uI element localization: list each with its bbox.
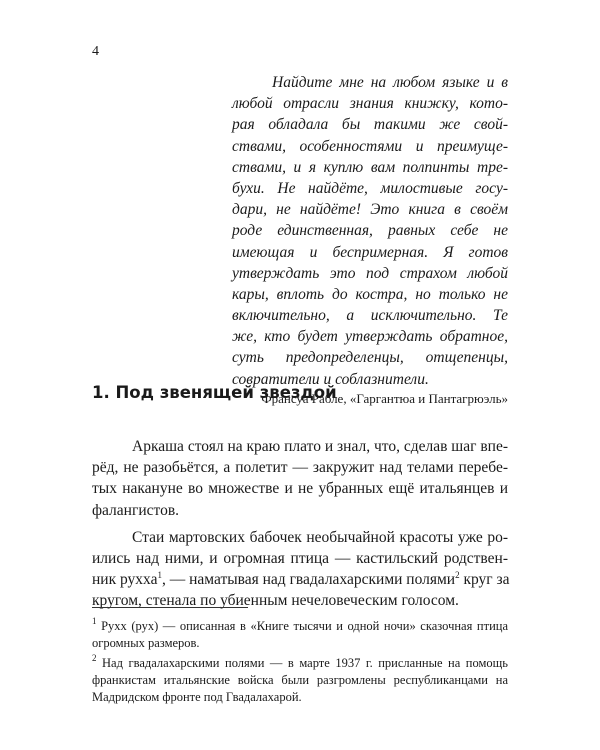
section-title: 1. Под звенящей звездой	[92, 383, 337, 402]
epigraph-line: кары, вплоть до костра, но только не	[232, 285, 508, 303]
epigraph-line: роде единственная, равных себе не	[232, 222, 508, 240]
epigraph-attribution: Франсуа Рабле, «Гаргантюа и Пантагрюэль»	[261, 390, 508, 406]
epigraph-line: имеющая и беспримерная. Я готов	[232, 243, 508, 261]
footnote-ref[interactable]: 1	[157, 570, 162, 581]
epigraph-line: совратители и соблазнители.	[232, 370, 429, 388]
epigraph-line: суть предопределенцы, отщепенцы,	[232, 349, 508, 367]
body-line: ились над ними, и огромная птица — кастильский родствен-	[92, 549, 508, 567]
body-text-fragment: круг за	[459, 571, 510, 589]
footnote-line: франкистам итальянские войска были разгромлены республиканцами на	[92, 673, 508, 687]
epigraph-line: включительно, а исключительно. Те	[232, 307, 508, 325]
footnote-divider	[92, 607, 248, 608]
body-line: рёд, не разобьётся, а полетит — закружит над телами перебе-	[92, 459, 508, 477]
footnote-text: Над гвадалахарскими полями — в марте 1937 г. присланные на помощь	[96, 656, 508, 670]
epigraph-line: ствами, особенностями и преимуще-	[232, 137, 508, 155]
footnote-line: огромных размеров.	[92, 636, 200, 650]
body-text-fragment: ник рухха	[92, 571, 158, 589]
footnote-line	[92, 618, 508, 635]
footnote-marker: 1	[92, 616, 97, 626]
epigraph-line: же, кто будет утверждать обратное,	[232, 328, 508, 346]
footnote-line	[92, 655, 508, 672]
epigraph-line: Найдите мне на любом языке и в	[272, 74, 508, 91]
epigraph-line: рая обладала бы такими же свой-	[232, 116, 508, 134]
body-line: Аркаша стоял на краю плато и знал, что, сделав шаг впе-	[132, 438, 508, 455]
epigraph-line: ствами, и я куплю вам полпинты тре-	[232, 158, 508, 176]
epigraph	[232, 72, 508, 408]
body-text	[92, 436, 508, 612]
footnote-text: Рухх (рух) — описанная в «Книге тысячи и одной ночи» сказочная птица	[96, 619, 508, 633]
footnote-line: Мадридском фронте под Гвадалахарой.	[92, 690, 302, 704]
page-number: 4	[92, 44, 99, 59]
epigraph-line: дари, не найдёте! Это книга в своём	[232, 201, 508, 219]
body-line: Стаи мартовских бабочек необычайной красоты уже ро-	[132, 528, 508, 546]
footnote-ref[interactable]: 2	[455, 570, 460, 581]
epigraph-line: любой отрасли знания книжку, кото-	[232, 95, 508, 113]
footnotes	[92, 618, 508, 706]
epigraph-line: бухи. Не найдёте, милостивые госу-	[232, 179, 508, 197]
footnote-marker: 2	[92, 653, 97, 663]
epigraph-line: утверждать это под страхом любой	[232, 264, 508, 282]
body-line: фалангистов.	[92, 501, 180, 519]
body-line	[92, 569, 508, 590]
body-text-fragment: , — наматывая над гвадалахарскими полями	[161, 571, 456, 589]
body-line: кругом, стенала по убиенным нечеловеческим голосом.	[92, 592, 459, 610]
body-line: тых накануне во множестве и не убранных ещё итальянцев и	[92, 480, 508, 498]
